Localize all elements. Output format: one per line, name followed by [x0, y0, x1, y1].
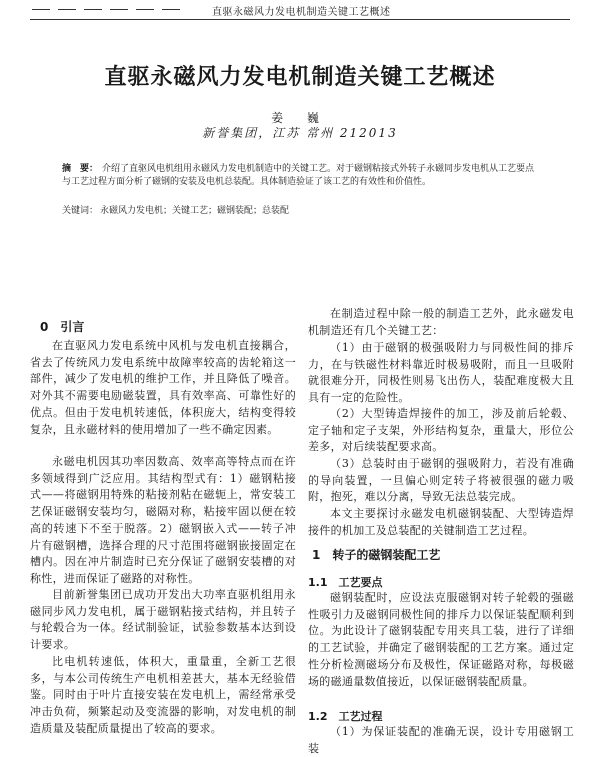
subsection-1-2-heading: 1.2 工艺过程	[308, 710, 383, 723]
right-paragraph-3: （2）大型铸造焊接件的加工，涉及前后轮毂、定子轴和定子支架，外形结构复杂，重量大，形位公差多，对后续装配要求高。	[308, 407, 574, 454]
running-header: 直驱永磁风力发电机制造关键工艺概述	[212, 7, 391, 18]
right-paragraph-1: 在制造过程中除一般的制造工艺外，此永磁发电机制造还有几个关键工艺：	[308, 307, 574, 337]
author: 姜 巍	[271, 111, 329, 125]
keywords-text: 永磁风力发电机；关键工艺；磁钢装配；总装配	[100, 206, 290, 216]
section-1-heading: 1 转子的磁钢装配工艺	[312, 548, 441, 562]
section-0-heading: 0 引言	[40, 320, 85, 334]
subsection-1-1-heading: 1.1 工艺要点	[308, 576, 383, 589]
left-paragraph-2: 永磁电机因其功率因数高、效率高等特点而在许多领域得到广泛应用。其结构型式有：1）磁钢粘接式——将磁钢用特殊的粘接剂粘在磁轭上，常安装工艺保证磁钢安装均匀，磁隔对称，粘接牢固以便在较高的转速下不至于脱落。2）磁钢嵌入式——转子冲片有磁钢槽，选择合理的尺寸范围将磁钢嵌接固定在槽内。因在冲片制造时已充分保证了磁钢安装槽的对称性，进而保证了磁路的对称性。	[30, 455, 296, 585]
affiliation: 新誉集团，江苏 常州 212013	[202, 126, 398, 140]
keywords	[62, 203, 540, 216]
left-paragraph-4: 比电机转速低，体积大，重量重，全新工艺很多，与本公司传统生产电机相差甚大，基本无经验借鉴。同时由于叶片直接安装在发电机上，需经常承受冲击负荷，频繁起动及变流器的影响，对发电机的制造质量及装配质量提出了较高的要求。	[30, 655, 296, 735]
left-paragraph-3: 目前新誉集团已成功开发出大功率直驱机组用永磁同步风力发电机，属于磁钢粘接式结构，并且转子与轮毂合为一体。经试制验证，试验参数基本达到设计要求。	[30, 588, 296, 652]
abstract-text: 介绍了直驱风电机组用永磁风力发电机制造中的关键工艺。对于磁钢粘接式外转子永磁同步发电机从工艺要点与工艺过程方面分析了磁钢的安装及电机总装配。具体制造验证了该工艺的有效性和价值性。	[62, 164, 535, 187]
right-paragraph-6: 磁钢装配时，应设法克服磁钢对转子轮毂的强磁性吸引力及磁钢同极性间的排斥力以保证装配顺利到位。为此设计了磁钢装配专用夹具工装，进行了详细的工艺试验，并确定了磁钢装配的工艺方案。通过定性分析检测磁场分布及极性，保证磁路对称，每极磁场的磁通量数值接近，以保证磁钢装配质量。	[308, 591, 574, 688]
keywords-label: 关键词：	[62, 206, 99, 216]
paper-title: 直驱永磁风力发电机制造关键工艺概述	[104, 65, 496, 90]
left-paragraph-1: 在直驱风力发电系统中风机与发电机直接耦合，省去了传统风力发电系统中故障率较高的齿轮箱这一部件，减少了发电机的维护工作，并且降低了噪音。对外其不需要电励磁装置，具有效率高、可靠性好的优点。但由于发电机转速低，体积庞大，结构变得较复杂，且永磁材料的使用增加了一些不确定因素。	[30, 339, 296, 436]
right-paragraph-2: （1）由于磁钢的极强吸附力与同极性间的排斥力，在与铁磁性材料靠近时极易吸附，而且一旦吸附就很难分开，同极性则易飞出伤人，装配难度极大且具有一定的危险性。	[308, 341, 574, 405]
right-paragraph-4: （3）总装时由于磁钢的强吸附力，若没有准确的导向装置，一旦偏心则定转子将被很强的磁力吸附，抱死，难以分离，导致无法总装完成。	[308, 457, 574, 504]
header-dashes	[32, 9, 192, 10]
abstract-label: 摘 要：	[62, 164, 99, 174]
header-rule	[30, 19, 570, 20]
right-paragraph-7: （1）为保证装配的准确无误，设计专用磁钢工装	[308, 725, 574, 755]
right-paragraph-5: 本文主要探讨永磁发电机磁钢装配、大型铸造焊接件的机加工及总装配的关键制造工艺过程。	[308, 507, 574, 537]
abstract	[62, 163, 540, 188]
